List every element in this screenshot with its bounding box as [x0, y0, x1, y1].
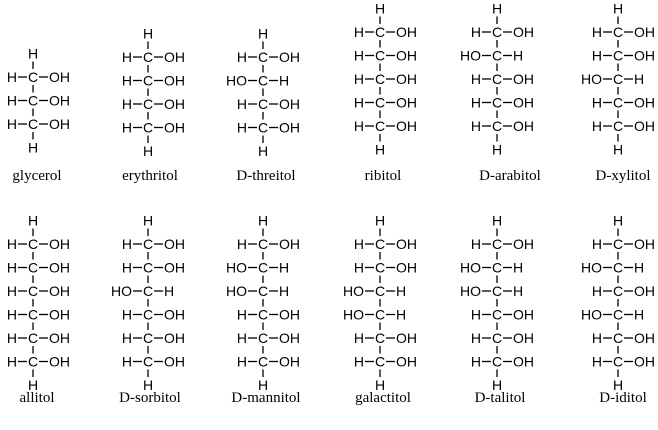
carbon-atom: C	[612, 24, 624, 40]
hydrogen-atom-right: H	[634, 306, 645, 323]
carbon-atom: C	[491, 283, 503, 299]
carbon-atom: C	[27, 116, 39, 132]
bottom-hydrogen-atom: H	[142, 143, 154, 159]
hydroxyl-group-right: OH	[634, 118, 655, 134]
hydrogen-atom-left: H	[591, 353, 602, 370]
carbon-atom: C	[491, 353, 503, 370]
carbon-atom: C	[374, 353, 386, 370]
hydrogen-atom-left: H	[470, 353, 481, 370]
carbon-atom: C	[491, 94, 503, 111]
hydrogen-atom-left: H	[121, 72, 132, 89]
compound-name-label: D-talitol	[474, 390, 526, 406]
hydroxyl-group-right: OH	[164, 236, 185, 252]
compound-name-label: erythritol	[122, 168, 178, 184]
compound-name-label: glycerol	[12, 168, 62, 184]
hydroxyl-group-right: OH	[513, 353, 534, 370]
molecule-galactitol	[343, 213, 417, 407]
hydrogen-atom-left: H	[470, 94, 481, 111]
hydroxyl-group-right: OH	[396, 236, 417, 252]
hydroxyl-group-left: HO	[581, 259, 602, 276]
hydrogen-atom-left: H	[6, 330, 17, 346]
carbon-atom: C	[612, 330, 624, 346]
carbon-atom: C	[374, 94, 386, 111]
hydrogen-atom-left: H	[591, 24, 602, 40]
carbon-atom: C	[374, 47, 386, 64]
hydrogen-atom-left: H	[470, 71, 481, 87]
hydrogen-atom-left: H	[121, 236, 132, 252]
bottom-hydrogen-atom: H	[374, 377, 386, 393]
hydrogen-atom-left: H	[121, 353, 132, 370]
carbon-atom: C	[27, 283, 39, 299]
hydrogen-atom-left: H	[353, 236, 364, 252]
molecule-allitol	[7, 213, 70, 407]
hydrogen-atom-right: H	[513, 47, 524, 64]
hydrogen-atom-left: H	[121, 119, 132, 136]
hydroxyl-group-left: HO	[111, 283, 132, 299]
hydroxyl-group-left: HO	[343, 306, 364, 323]
hydroxyl-group-right: OH	[164, 330, 185, 346]
carbon-atom: C	[612, 94, 624, 111]
hydrogen-atom-left: H	[236, 119, 247, 136]
hydrogen-atom-left: H	[353, 94, 364, 111]
carbon-atom: C	[612, 259, 624, 276]
carbon-atom: C	[257, 49, 269, 65]
hydroxyl-group-right: OH	[279, 49, 300, 65]
hydrogen-atom-right: H	[513, 283, 524, 299]
carbon-atom: C	[491, 118, 503, 134]
hydroxyl-group-right: OH	[396, 94, 417, 111]
hydrogen-atom-left: H	[6, 306, 17, 323]
compound-name-label: D-sorbitol	[119, 390, 181, 406]
hydroxyl-group-right: OH	[49, 92, 70, 109]
hydroxyl-group-right: OH	[164, 96, 185, 112]
carbon-atom: C	[612, 236, 624, 252]
hydrogen-atom-left: H	[591, 94, 602, 111]
carbon-atom: C	[257, 283, 269, 299]
carbon-atom: C	[142, 96, 154, 112]
hydroxyl-group-right: OH	[634, 283, 655, 299]
hydroxyl-group-right: OH	[396, 353, 417, 370]
hydroxyl-group-left: HO	[226, 72, 247, 89]
carbon-atom: C	[142, 353, 154, 370]
carbon-atom: C	[142, 283, 154, 299]
hydrogen-atom-left: H	[353, 353, 364, 370]
hydrogen-atom-left: H	[6, 92, 17, 109]
hydroxyl-group-right: OH	[279, 119, 300, 136]
top-hydrogen-atom: H	[612, 0, 624, 17]
hydroxyl-group-right: OH	[396, 24, 417, 40]
hydroxyl-group-left: HO	[460, 283, 481, 299]
hydrogen-atom-left: H	[236, 330, 247, 346]
hydroxyl-group-right: OH	[634, 94, 655, 111]
hydroxyl-group-right: OH	[396, 118, 417, 134]
molecule-d-talitol	[460, 213, 534, 407]
hydrogen-atom-right: H	[634, 71, 645, 87]
hydrogen-atom-right: H	[634, 259, 645, 276]
top-hydrogen-atom: H	[491, 0, 503, 17]
bottom-hydrogen-atom: H	[374, 141, 386, 158]
hydrogen-atom-left: H	[236, 306, 247, 323]
carbon-atom: C	[612, 283, 624, 299]
molecule-d-arabitol	[460, 1, 541, 185]
compound-name-label: ribitol	[364, 168, 402, 184]
hydroxyl-group-right: OH	[164, 119, 185, 136]
carbon-atom: C	[257, 119, 269, 136]
compound-name-label: allitol	[19, 390, 55, 406]
carbon-atom: C	[491, 306, 503, 323]
hydroxyl-group-right: OH	[634, 236, 655, 252]
hydrogen-atom-left: H	[236, 49, 247, 65]
top-hydrogen-atom: H	[27, 212, 39, 229]
molecule-d-iditol	[581, 213, 655, 407]
carbon-atom: C	[374, 330, 386, 346]
hydrogen-atom-left: H	[6, 283, 17, 299]
bottom-hydrogen-atom: H	[142, 377, 154, 393]
molecule-erythritol	[122, 26, 185, 185]
hydrogen-atom-left: H	[236, 353, 247, 370]
hydrogen-atom-left: H	[353, 71, 364, 87]
hydrogen-atom-right: H	[396, 283, 407, 299]
carbon-atom: C	[612, 306, 624, 323]
hydroxyl-group-right: OH	[164, 72, 185, 89]
hydrogen-atom-right: H	[279, 72, 290, 89]
hydrogen-atom-left: H	[6, 69, 17, 85]
hydrogen-atom-left: H	[121, 259, 132, 276]
hydroxyl-group-left: HO	[460, 47, 481, 64]
compound-name-label: galactitol	[355, 390, 411, 406]
hydroxyl-group-left: HO	[343, 283, 364, 299]
hydrogen-atom-left: H	[470, 306, 481, 323]
hydroxyl-group-right: OH	[164, 353, 185, 370]
molecule-d-sorbitol	[111, 213, 185, 407]
hydroxyl-group-right: OH	[49, 330, 70, 346]
hydrogen-atom-left: H	[6, 353, 17, 370]
hydroxyl-group-right: OH	[513, 24, 534, 40]
hydroxyl-group-left: HO	[581, 71, 602, 87]
hydrogen-atom-left: H	[121, 96, 132, 112]
bottom-hydrogen-atom: H	[612, 377, 624, 393]
hydroxyl-group-right: OH	[279, 306, 300, 323]
carbon-atom: C	[27, 259, 39, 276]
carbon-atom: C	[374, 283, 386, 299]
hydrogen-atom-left: H	[353, 24, 364, 40]
bottom-hydrogen-atom: H	[257, 377, 269, 393]
hydroxyl-group-right: OH	[49, 236, 70, 252]
carbon-atom: C	[142, 72, 154, 89]
carbon-atom: C	[142, 306, 154, 323]
top-hydrogen-atom: H	[612, 212, 624, 229]
molecule-d-threitol	[226, 26, 300, 185]
bottom-hydrogen-atom: H	[257, 143, 269, 159]
hydrogen-atom-right: H	[396, 306, 407, 323]
carbon-atom: C	[27, 330, 39, 346]
hydrogen-atom-right: H	[279, 283, 290, 299]
bottom-hydrogen-atom: H	[27, 139, 39, 156]
carbon-atom: C	[257, 96, 269, 112]
hydrogen-atom-right: H	[164, 283, 175, 299]
carbon-atom: C	[257, 306, 269, 323]
carbon-atom: C	[491, 259, 503, 276]
carbon-atom: C	[491, 330, 503, 346]
hydroxyl-group-right: OH	[634, 24, 655, 40]
carbon-atom: C	[27, 306, 39, 323]
hydrogen-atom-left: H	[353, 47, 364, 64]
compound-name-label: D-threitol	[236, 168, 296, 184]
hydrogen-atom-left: H	[470, 118, 481, 134]
hydrogen-atom-left: H	[470, 24, 481, 40]
top-hydrogen-atom: H	[257, 25, 269, 42]
hydroxyl-group-right: OH	[396, 71, 417, 87]
compound-name-label: D-mannitol	[231, 390, 301, 406]
carbon-atom: C	[374, 236, 386, 252]
carbon-atom: C	[27, 69, 39, 85]
hydroxyl-group-right: OH	[164, 49, 185, 65]
hydroxyl-group-right: OH	[49, 353, 70, 370]
hydroxyl-group-left: HO	[581, 306, 602, 323]
carbon-atom: C	[612, 353, 624, 370]
carbon-atom: C	[612, 47, 624, 64]
top-hydrogen-atom: H	[142, 25, 154, 42]
hydrogen-atom-left: H	[591, 118, 602, 134]
hydroxyl-group-left: HO	[460, 259, 481, 276]
hydroxyl-group-left: HO	[226, 283, 247, 299]
hydroxyl-group-right: OH	[49, 306, 70, 323]
carbon-atom: C	[374, 259, 386, 276]
carbon-atom: C	[142, 119, 154, 136]
carbon-atom: C	[374, 71, 386, 87]
hydroxyl-group-right: OH	[634, 47, 655, 64]
hydrogen-atom-left: H	[121, 330, 132, 346]
molecule-glycerol	[7, 46, 70, 185]
hydrogen-atom-left: H	[353, 330, 364, 346]
carbon-atom: C	[257, 259, 269, 276]
hydroxyl-group-right: OH	[49, 69, 70, 85]
bottom-hydrogen-atom: H	[27, 377, 39, 393]
hydrogen-atom-left: H	[121, 49, 132, 65]
carbon-atom: C	[374, 306, 386, 323]
hydroxyl-group-right: OH	[513, 306, 534, 323]
carbon-atom: C	[491, 47, 503, 64]
hydroxyl-group-right: OH	[513, 330, 534, 346]
hydrogen-atom-left: H	[591, 330, 602, 346]
hydroxyl-group-right: OH	[634, 353, 655, 370]
hydroxyl-group-right: OH	[279, 353, 300, 370]
hydroxyl-group-right: OH	[279, 96, 300, 112]
bottom-hydrogen-atom: H	[491, 377, 503, 393]
hydroxyl-group-right: OH	[279, 330, 300, 346]
hydrogen-atom-left: H	[6, 259, 17, 276]
hydrogen-atom-left: H	[236, 236, 247, 252]
hydroxyl-group-right: OH	[513, 71, 534, 87]
hydrogen-atom-left: H	[591, 47, 602, 64]
hydrogen-atom-left: H	[6, 116, 17, 132]
hydroxyl-group-right: OH	[49, 283, 70, 299]
carbon-atom: C	[27, 353, 39, 370]
hydrogen-atom-left: H	[470, 330, 481, 346]
carbon-atom: C	[491, 236, 503, 252]
carbon-atom: C	[491, 24, 503, 40]
hydroxyl-group-right: OH	[164, 306, 185, 323]
hydrogen-atom-right: H	[513, 259, 524, 276]
hydrogen-atom-left: H	[6, 236, 17, 252]
hydrogen-atom-left: H	[121, 306, 132, 323]
carbon-atom: C	[142, 236, 154, 252]
molecule-d-xylitol	[581, 1, 655, 185]
carbon-atom: C	[374, 118, 386, 134]
carbon-atom: C	[612, 118, 624, 134]
top-hydrogen-atom: H	[142, 212, 154, 229]
carbon-atom: C	[257, 72, 269, 89]
carbon-atom: C	[374, 24, 386, 40]
carbon-atom: C	[27, 92, 39, 109]
hydroxyl-group-right: OH	[49, 259, 70, 276]
carbon-atom: C	[257, 236, 269, 252]
hydroxyl-group-right: OH	[513, 236, 534, 252]
hydroxyl-group-left: HO	[226, 259, 247, 276]
carbon-atom: C	[142, 259, 154, 276]
hydrogen-atom-left: H	[353, 118, 364, 134]
molecule-ribitol	[354, 1, 417, 185]
hydrogen-atom-left: H	[353, 259, 364, 276]
bottom-hydrogen-atom: H	[491, 141, 503, 158]
molecule-d-mannitol	[226, 213, 301, 407]
top-hydrogen-atom: H	[257, 212, 269, 229]
top-hydrogen-atom: H	[27, 45, 39, 62]
carbon-atom: C	[257, 330, 269, 346]
hydrogen-atom-left: H	[236, 96, 247, 112]
hydroxyl-group-right: OH	[396, 259, 417, 276]
carbon-atom: C	[142, 330, 154, 346]
hydroxyl-group-right: OH	[513, 118, 534, 134]
top-hydrogen-atom: H	[491, 212, 503, 229]
top-hydrogen-atom: H	[374, 212, 386, 229]
hydrogen-atom-left: H	[470, 236, 481, 252]
hydroxyl-group-right: OH	[396, 47, 417, 64]
hydrogen-atom-left: H	[591, 236, 602, 252]
carbon-atom: C	[142, 49, 154, 65]
hydroxyl-group-right: OH	[634, 330, 655, 346]
hydroxyl-group-right: OH	[279, 236, 300, 252]
compound-name-label: D-arabitol	[479, 168, 541, 184]
hydroxyl-group-right: OH	[513, 94, 534, 111]
bottom-hydrogen-atom: H	[612, 141, 624, 158]
hydroxyl-group-right: OH	[396, 330, 417, 346]
compound-name-label: D-iditol	[599, 390, 647, 406]
carbon-atom: C	[27, 236, 39, 252]
carbon-atom: C	[612, 71, 624, 87]
top-hydrogen-atom: H	[374, 0, 386, 17]
hydroxyl-group-right: OH	[164, 259, 185, 276]
hydrogen-atom-left: H	[591, 283, 602, 299]
hydroxyl-group-right: OH	[49, 116, 70, 132]
carbon-atom: C	[491, 71, 503, 87]
hydrogen-atom-right: H	[279, 259, 290, 276]
carbon-atom: C	[257, 353, 269, 370]
compound-name-label: D-xylitol	[595, 168, 651, 184]
